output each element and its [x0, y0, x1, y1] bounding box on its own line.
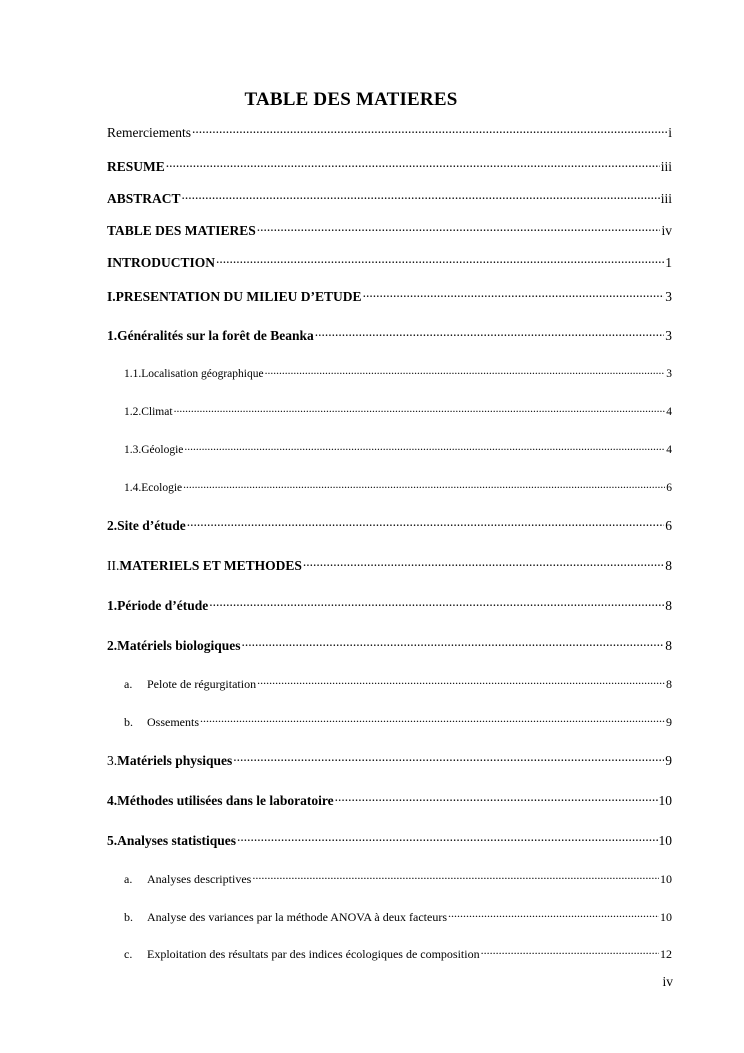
toc-entry-number: a. — [124, 872, 133, 886]
toc-entry[interactable] — [107, 326, 672, 344]
dot-leader — [303, 556, 664, 570]
toc-entry[interactable] — [107, 516, 672, 534]
toc-entry-page: 10 — [658, 832, 672, 848]
toc-entry-label — [107, 753, 232, 769]
toc-entry-text: Pelote de régurgitation — [147, 677, 257, 691]
dot-leader — [448, 909, 659, 921]
toc-entry-text: TABLE DES MATIERES — [107, 222, 256, 238]
toc-entry-label — [107, 125, 191, 141]
toc-entry-text: MATERIELS ET METHODES — [119, 557, 302, 573]
toc-entry[interactable] — [124, 441, 672, 456]
toc-entry-label — [124, 872, 251, 887]
toc-entry-page: iii — [660, 158, 672, 174]
toc-entry-page: 8 — [666, 677, 672, 691]
toc-entry-text: Analyses statistiques — [117, 832, 237, 848]
dot-leader — [252, 871, 659, 883]
toc-entry-number: 1.4. — [124, 481, 142, 494]
toc-entry-number: c. — [124, 947, 133, 961]
toc-entry-number: 1.1. — [124, 367, 142, 380]
dot-leader — [335, 791, 658, 805]
dot-leader — [183, 479, 665, 491]
toc-entry-number: b. — [124, 715, 133, 729]
toc-entry[interactable] — [107, 791, 672, 809]
toc-entry-label — [107, 289, 362, 305]
dot-leader — [216, 253, 664, 267]
toc-entry-label — [107, 518, 186, 534]
toc-entry-page: 1 — [665, 254, 672, 270]
toc-entry[interactable] — [107, 831, 672, 849]
toc-entry[interactable] — [107, 123, 672, 141]
toc-entry-label — [107, 833, 236, 849]
toc-entry-page: i — [668, 124, 672, 140]
dot-leader — [257, 676, 665, 688]
toc-entry-text: Matériels physiques — [117, 752, 233, 768]
toc-entry-label — [107, 558, 302, 574]
toc-entry-page: 6 — [666, 481, 672, 494]
toc-entry-number: a. — [124, 677, 133, 691]
toc-entry-page: iv — [661, 222, 672, 238]
toc-entry-text: Exploitation des résultats par des indices écologiques de composition — [147, 947, 480, 961]
toc-entry[interactable] — [124, 479, 672, 494]
toc-entry-text: Matériels biologiques — [117, 637, 241, 653]
dot-leader — [363, 287, 665, 301]
toc-entry-page: 8 — [665, 637, 672, 653]
toc-entry-page: 3 — [666, 367, 672, 380]
dot-leader — [187, 516, 665, 530]
toc-entry-page: 6 — [665, 517, 672, 533]
dot-leader — [192, 123, 667, 137]
toc-entry[interactable] — [107, 636, 672, 654]
toc-entry-text: Site d’étude — [117, 517, 186, 533]
toc-entry-label — [107, 159, 165, 175]
toc-entry-number: I. — [107, 288, 116, 304]
toc-entry-text: Ossements — [147, 715, 199, 729]
toc-entry[interactable] — [124, 871, 672, 887]
dot-leader — [166, 157, 660, 171]
dot-leader — [200, 714, 665, 726]
toc-entry-page: 10 — [660, 910, 672, 924]
toc-entry-text: Géologie — [141, 443, 184, 456]
toc-entry-page: 8 — [665, 597, 672, 613]
toc-entry-page: 4 — [666, 405, 672, 418]
toc-entry-text: Généralités sur la forêt de Beanka — [117, 327, 314, 343]
toc-entry-number: 1.2. — [124, 405, 142, 418]
toc-entry[interactable] — [107, 157, 672, 175]
toc-entry-text: Méthodes utilisées dans le laboratoire — [117, 792, 334, 808]
toc-entry[interactable] — [107, 556, 672, 574]
dot-leader — [481, 946, 659, 958]
page-title: TABLE DES MATIERES — [244, 89, 458, 110]
dot-leader — [233, 751, 664, 765]
toc-entry-number: II. — [107, 557, 120, 573]
toc-entry[interactable] — [124, 909, 672, 925]
toc-entry-text: Analyses descriptives — [147, 872, 252, 886]
toc-entry-text: Analyse des variances par la méthode ANOVA à deux facteurs — [147, 910, 448, 924]
toc-entry-label — [124, 715, 199, 730]
toc-entry-number: 5. — [107, 832, 118, 848]
toc-entry-label — [124, 947, 480, 962]
toc-entry-label — [124, 444, 183, 456]
toc-entry-label — [124, 910, 447, 925]
toc-entry-number: 1.3. — [124, 443, 142, 456]
toc-entry-text: Période d’étude — [117, 597, 209, 613]
toc-entry-text: Remerciements — [107, 124, 191, 140]
dot-leader — [257, 221, 661, 235]
toc-entry[interactable] — [107, 751, 672, 769]
toc-entry-text: INTRODUCTION — [107, 254, 216, 270]
toc-entry[interactable] — [107, 189, 672, 207]
dot-leader — [174, 403, 666, 415]
toc-entry-page: iii — [660, 190, 672, 206]
toc-entry-page: 12 — [660, 947, 672, 961]
toc-entry-text: Ecologie — [141, 481, 183, 494]
toc-entry-number: 2. — [107, 637, 118, 653]
toc-entry-number: 1. — [107, 327, 118, 343]
toc-entry-number: b. — [124, 910, 133, 924]
toc-entry-label — [124, 406, 173, 418]
toc-entry[interactable] — [124, 403, 672, 418]
dot-leader — [182, 189, 660, 203]
toc-entry-label — [124, 677, 256, 692]
toc-entry-number: 2. — [107, 517, 118, 533]
toc-entry-label — [107, 191, 181, 207]
toc-entry-label — [107, 793, 334, 809]
dot-leader — [209, 596, 664, 610]
toc-entry[interactable] — [107, 253, 672, 271]
toc-entry-page: 9 — [665, 752, 672, 768]
toc-entry-label — [107, 598, 208, 614]
dot-leader — [242, 636, 665, 650]
toc-entry[interactable] — [124, 676, 672, 692]
toc-entry-text: RESUME — [107, 158, 165, 174]
dot-leader — [184, 441, 665, 453]
toc-entry[interactable] — [124, 714, 672, 730]
toc-entry-page: 9 — [666, 715, 672, 729]
toc-entry-label — [124, 482, 182, 494]
page-number: iv — [662, 974, 673, 989]
dot-leader — [237, 831, 657, 845]
toc-entry[interactable] — [107, 596, 672, 614]
toc-entry-page: 3 — [665, 327, 672, 343]
toc-entry-page: 4 — [666, 443, 672, 456]
toc-entry-text: ABSTRACT — [107, 190, 181, 206]
toc-entry-text: Climat — [141, 405, 173, 418]
toc-entry-text: Localisation géographique — [141, 367, 264, 380]
toc-entry[interactable] — [124, 946, 672, 962]
toc-entry-text: PRESENTATION DU MILIEU D’ETUDE — [115, 288, 362, 304]
toc-entry-number: 3. — [107, 752, 118, 768]
toc-entry-label — [107, 328, 314, 344]
toc-entry[interactable] — [107, 221, 672, 239]
toc-entry-page: 10 — [658, 792, 672, 808]
toc-entry-label — [124, 368, 264, 380]
toc-entry[interactable] — [124, 365, 672, 380]
toc-entry-number: 4. — [107, 792, 118, 808]
toc-entry-label — [107, 638, 241, 654]
toc-entry[interactable] — [107, 287, 672, 305]
toc-entry-page: 10 — [660, 872, 672, 886]
dot-leader — [265, 365, 666, 377]
toc-entry-label — [107, 255, 215, 271]
toc-entry-page: 3 — [665, 288, 672, 304]
dot-leader — [315, 326, 665, 340]
toc-entry-number: 1. — [107, 597, 118, 613]
toc-entry-page: 8 — [665, 557, 672, 573]
toc-entry-label — [107, 223, 256, 239]
